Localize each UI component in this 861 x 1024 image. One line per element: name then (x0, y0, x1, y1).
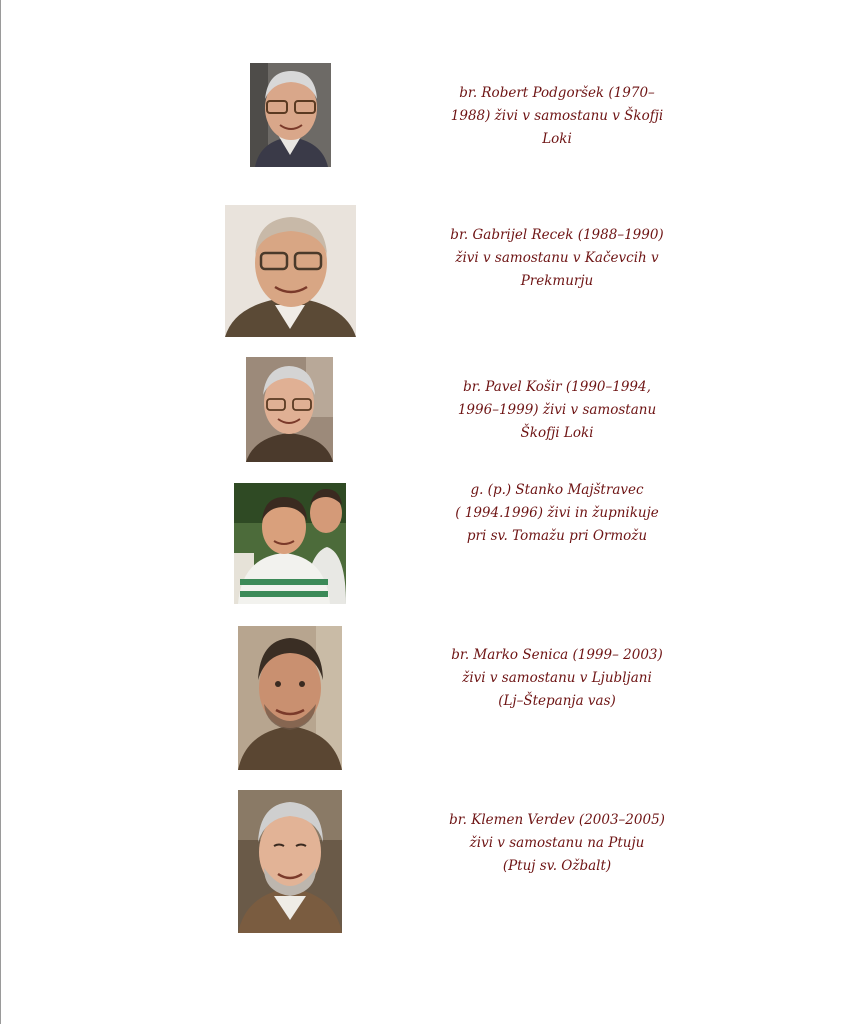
caption-line: br. Robert Podgoršek (1970– (459, 85, 655, 101)
portrait-photo-icon (238, 626, 342, 770)
caption-line: (Ptuj sv. Ožbalt) (502, 858, 612, 874)
group-photo-icon (234, 483, 346, 604)
portrait-photo-icon (238, 790, 342, 933)
caption-line: živi v samostanu v Kačevcih v (455, 250, 659, 266)
caption-line: br. Marko Senica (1999– 2003) (451, 647, 663, 663)
portrait-photo (238, 626, 342, 770)
caption-line: Loki (542, 131, 572, 147)
caption-line: ( 1994.1996) živi in župnikuje (455, 505, 659, 521)
portrait-photo-icon (225, 205, 356, 337)
caption-line: 1996–1999) živi v samostanu (457, 402, 657, 418)
caption-line: 1988) živi v samostanu v Škofji (450, 108, 664, 124)
page-left-border (0, 0, 1, 1024)
caption-line: Škofji Loki (520, 425, 594, 441)
entry-caption (418, 376, 696, 445)
entry-caption (418, 809, 696, 878)
portrait-photo (225, 205, 356, 337)
portrait-photo (238, 790, 342, 933)
entry-caption (418, 82, 696, 151)
portrait-photo-icon (246, 357, 333, 462)
caption-line: Prekmurju (520, 273, 594, 289)
caption-line: g. (p.) Stanko Majštravec (470, 482, 644, 498)
group-photo (234, 483, 346, 604)
entry-caption (418, 224, 696, 293)
entry-caption (418, 644, 696, 713)
portrait-photo (250, 63, 331, 167)
caption-line: pri sv. Tomažu pri Ormožu (466, 528, 648, 544)
caption-line: br. Klemen Verdev (2003–2005) (449, 812, 665, 828)
portrait-photo-icon (250, 63, 331, 167)
portrait-photo (246, 357, 333, 462)
caption-line: živi v samostanu v Ljubljani (462, 670, 652, 686)
caption-line: br. Gabrijel Recek (1988–1990) (450, 227, 664, 243)
caption-line: živi v samostanu na Ptuju (469, 835, 645, 851)
caption-line: (Lj–Štepanja vas) (498, 693, 616, 709)
entry-caption (418, 479, 696, 548)
caption-line: br. Pavel Košir (1990–1994, (463, 379, 651, 395)
